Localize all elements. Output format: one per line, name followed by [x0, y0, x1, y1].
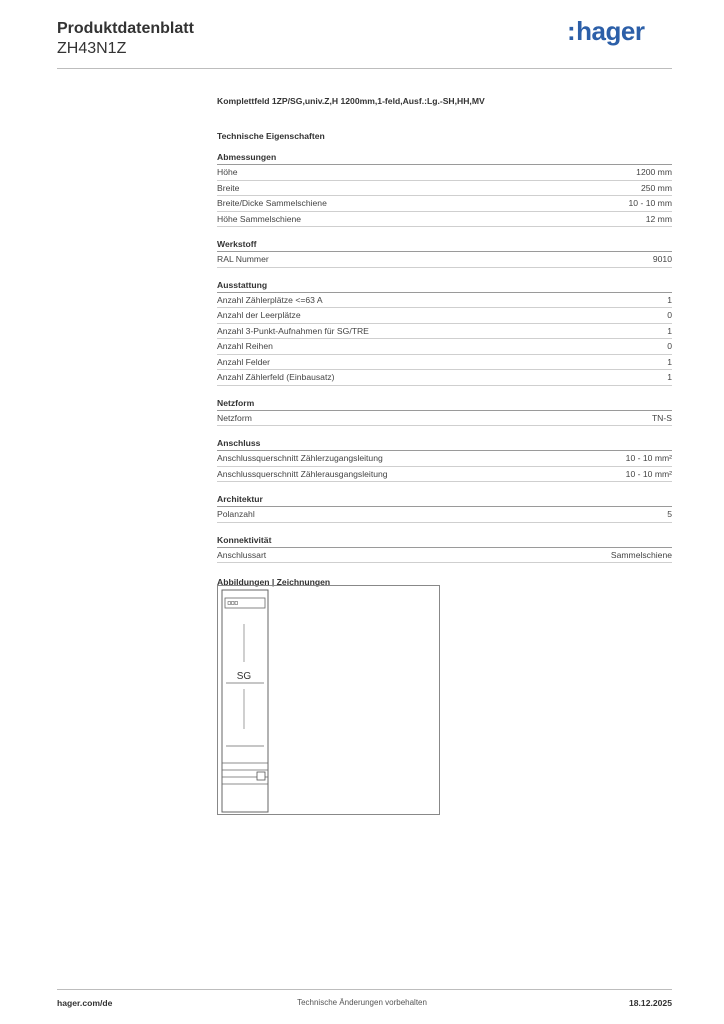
property-label: Anzahl Reihen	[217, 341, 273, 351]
property-label: Anschlussart	[217, 549, 267, 560]
product-description: Komplettfeld 1ZP/SG,univ.Z,H 1200mm,1-feld,Ausf.:Lg.-SH,HH,MV	[217, 96, 485, 106]
section-title: Netzform	[217, 398, 672, 411]
section-title: Abmessungen	[217, 152, 672, 165]
property-value: 1	[667, 294, 672, 305]
property-row	[217, 411, 672, 427]
property-value: 10 - 10 mm	[628, 198, 672, 208]
section-title: Konnektivität	[217, 535, 672, 548]
property-label: Höhe Sammelschiene	[217, 213, 302, 224]
property-section	[217, 239, 672, 268]
property-label: Anschlussquerschnitt Zählerzugangsleitung	[217, 453, 383, 463]
property-label: Anschlussquerschnitt Zählerausgangsleitung	[217, 468, 388, 479]
property-value: 0	[667, 310, 672, 320]
property-label: Anzahl der Leerplätze	[217, 310, 301, 320]
top-module-slot-1	[228, 602, 231, 605]
product-code: ZH43N1Z	[57, 40, 127, 57]
datasheet-content	[217, 96, 672, 587]
property-row	[217, 308, 672, 324]
property-row	[217, 196, 672, 212]
property-value: 10 - 10 mm²	[625, 468, 672, 479]
property-row	[217, 467, 672, 483]
property-row	[217, 548, 672, 564]
top-module-slot-2	[232, 602, 235, 605]
property-value: 1	[667, 372, 672, 382]
property-row	[217, 293, 672, 309]
top-module-slot-3	[235, 602, 238, 605]
property-row	[217, 370, 672, 386]
meter-panel-drawing	[218, 586, 439, 814]
property-row	[217, 252, 672, 268]
property-value: 12 mm	[645, 213, 672, 224]
property-row	[217, 165, 672, 181]
property-value: 1200 mm	[636, 167, 672, 177]
property-value: 1	[667, 325, 672, 336]
footer-divider	[57, 989, 672, 990]
product-drawing	[217, 585, 440, 815]
section-title: Architektur	[217, 494, 672, 507]
logo-mark: :	[567, 16, 576, 46]
property-label: Anzahl Zählerplätze <=63 A	[217, 294, 323, 305]
property-section	[217, 535, 672, 564]
technical-properties-heading: Technische Eigenschaften	[217, 131, 325, 141]
property-row	[217, 507, 672, 523]
sg-label: SG	[236, 671, 252, 682]
property-sections	[217, 152, 672, 563]
property-label: Polanzahl	[217, 509, 255, 519]
property-value: 9010	[652, 254, 672, 264]
property-label: Breite/Dicke Sammelschiene	[217, 198, 327, 208]
hager-logo	[567, 16, 644, 47]
section-title: Anschluss	[217, 438, 672, 451]
top-module	[225, 598, 265, 608]
terminal-box	[257, 772, 265, 780]
property-row	[217, 212, 672, 228]
property-row	[217, 181, 672, 197]
property-value: Sammelschiene	[610, 549, 672, 560]
property-value: 0	[667, 341, 672, 351]
property-label: Anzahl 3-Punkt-Aufnahmen für SG/TRE	[217, 325, 369, 336]
property-row	[217, 339, 672, 355]
property-value: 1	[667, 356, 672, 367]
property-value: 10 - 10 mm²	[625, 453, 672, 463]
property-section	[217, 494, 672, 523]
footer-website: hager.com/de	[57, 998, 113, 1008]
figures-heading: Abbildungen | Zeichnungen	[217, 577, 331, 587]
property-label: Breite	[217, 182, 240, 193]
property-label: Höhe	[217, 167, 238, 177]
property-label: Netzform	[217, 412, 252, 423]
footer-date: 18.12.2025	[628, 998, 672, 1008]
section-title: Werkstoff	[217, 239, 672, 252]
page-title: Produktdatenblatt	[57, 20, 194, 37]
property-label: Anzahl Zählerfeld (Einbausatz)	[217, 372, 335, 382]
property-section	[217, 438, 672, 482]
property-row	[217, 355, 672, 371]
property-value: TN-S	[651, 412, 672, 423]
property-section	[217, 152, 672, 227]
footer-disclaimer: Technische Änderungen vorbehalten	[297, 998, 427, 1007]
property-value: 250 mm	[640, 182, 672, 193]
property-section	[217, 398, 672, 427]
property-row	[217, 451, 672, 467]
property-label: Anzahl Felder	[217, 356, 271, 367]
property-section	[217, 280, 672, 386]
property-row	[217, 324, 672, 340]
header-divider	[57, 68, 672, 69]
property-value: 5	[667, 509, 672, 519]
logo-text: hager	[576, 16, 645, 46]
property-label: RAL Nummer	[217, 254, 269, 264]
section-title: Ausstattung	[217, 280, 672, 293]
